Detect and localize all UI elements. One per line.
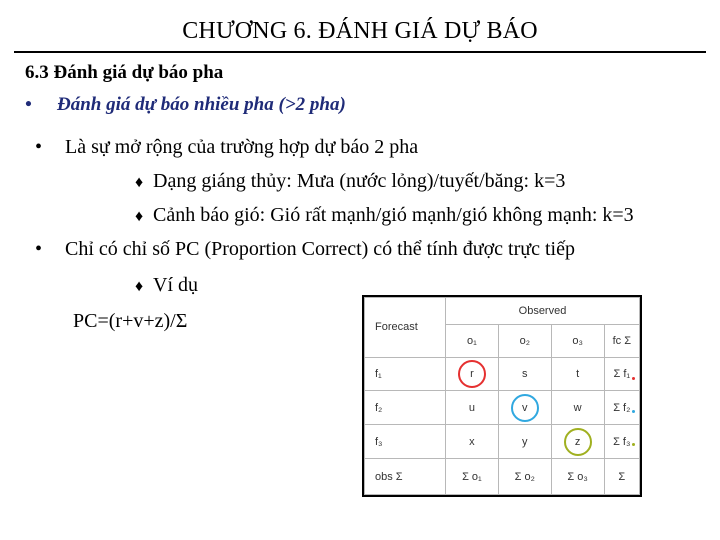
contingency-table [362,295,642,497]
forecast-label: Forecast [365,298,446,358]
table-row-totals [365,459,640,495]
highlight-circle-v: v [511,394,539,422]
table-cell: t [551,357,604,391]
table-cell: Σ f₃ [604,425,639,459]
table-cell-v [498,391,551,425]
row-header: f₃ [365,425,446,459]
column-header: o₂ [498,324,551,357]
sub-text: Cảnh báo gió: Gió rất mạnh/gió mạnh/gió không mạnh: k=3 [153,204,634,226]
highlight-circle-r: r [458,360,486,388]
red-marker-dot [632,377,635,380]
sub-line-3 [135,274,198,297]
table-cell: Σ f₂ [604,391,639,425]
diamond-icon: ♦ [135,278,144,295]
diamond-icon: ♦ [135,208,144,225]
table-cell: Σ o₁ [446,459,499,495]
bullet: • [35,136,43,158]
row-header: f₂ [365,391,446,425]
column-header: o₃ [551,324,604,357]
slide-title: CHƯƠNG 6. ĐÁNH GIÁ DỰ BÁO [182,18,538,44]
table-cell: x [446,425,499,459]
section-heading: 6.3 Đánh giá dự báo pha [25,62,224,83]
bullet-text: Là sự mở rộng của trường hợp dự báo 2 pha [65,136,419,158]
formula: PC=(r+v+z)/Σ [73,310,188,332]
diamond-icon: ♦ [135,174,144,191]
table-row [365,425,640,459]
table-cell-r [446,357,499,391]
table-cell: Σ o₂ [498,459,551,495]
table-cell: Σ f₁ [604,357,639,391]
sub-line-1 [135,170,565,193]
table-row [365,391,640,425]
sub-text: Dạng giáng thủy: Mưa (nước lỏng)/tuyết/băng: k=3 [153,170,566,192]
subheading [25,94,346,116]
observed-label: Observed [446,298,640,325]
bullet: • [25,94,32,115]
sub-text: Ví dụ [153,274,198,296]
bullet-line-1 [35,136,418,159]
subheading-text: Đánh giá dự báo nhiều pha (>2 pha) [57,94,346,115]
table-cell: y [498,425,551,459]
table-row [365,357,640,391]
olive-marker-dot [632,443,635,446]
totals-header: obs Σ [365,459,446,495]
table-cell-z [551,425,604,459]
table-cell: s [498,357,551,391]
column-header: fc Σ [604,324,639,357]
blue-marker-dot [632,410,635,413]
table-cell: w [551,391,604,425]
bullet-text: Chỉ có chỉ số PC (Proportion Correct) có thể tính được trực tiếp [65,238,575,260]
row-header: f₁ [365,357,446,391]
table-cell: Σ [604,459,639,495]
sub-line-2 [135,204,634,227]
table-cell: u [446,391,499,425]
highlight-circle-z: z [564,428,592,456]
column-header: o₁ [446,324,499,357]
bullet-line-2 [35,238,575,261]
bullet: • [35,238,43,260]
title-divider [14,51,706,53]
table-cell: Σ o₃ [551,459,604,495]
